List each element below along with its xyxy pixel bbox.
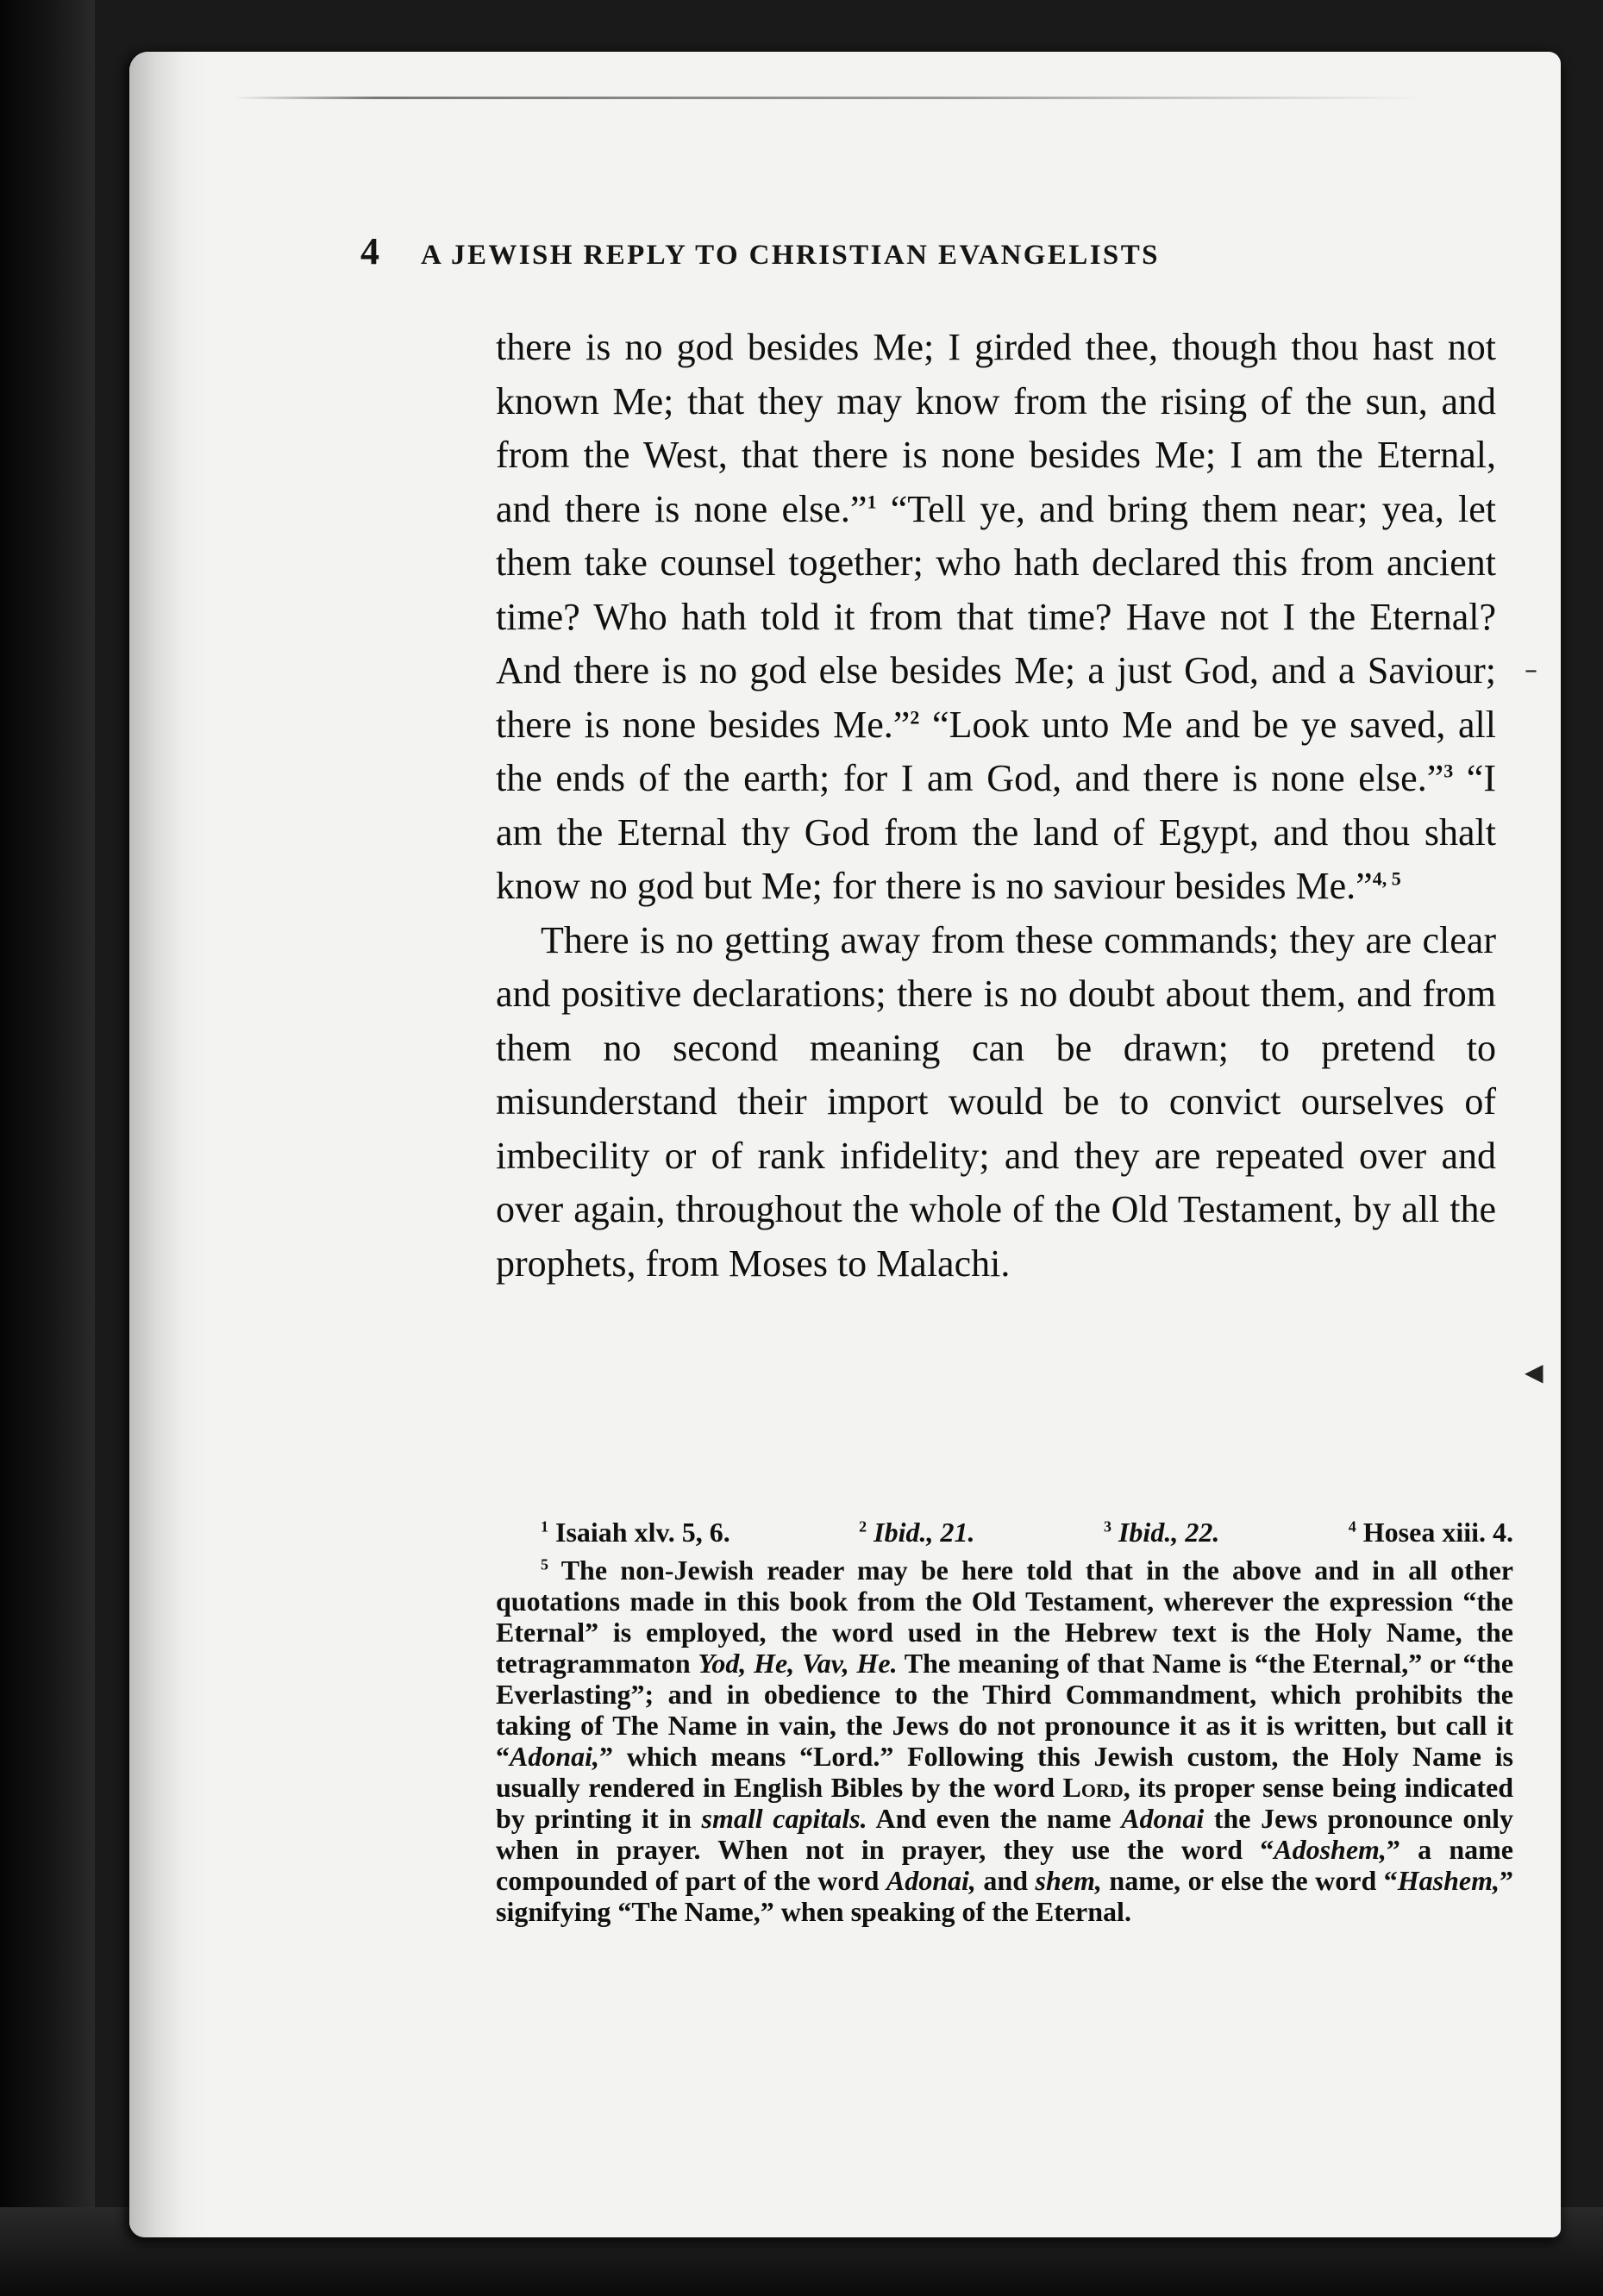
footnote-mark: 5 [541, 1555, 548, 1573]
tetragrammaton-letters: Yod, He, Vav, He. [698, 1648, 898, 1679]
phrase-small-capitals: small capitals. [701, 1803, 867, 1834]
footnote-text: Ibid., 21. [874, 1517, 975, 1548]
footnote-text: ” a name compounded of part of the word [496, 1834, 1514, 1896]
footnote-text: and [975, 1865, 1036, 1896]
footnote-4 [1349, 1513, 1513, 1551]
short-footnotes-row [496, 1513, 1513, 1551]
footnote-mark: 3 [1103, 1517, 1111, 1536]
footnote-text: Hosea xiii. 4. [1362, 1517, 1513, 1548]
footnote-text: name, or else the word “ [1101, 1865, 1398, 1896]
footnote-ref-1: 1 [867, 490, 877, 512]
body-text [496, 321, 1496, 1291]
footnote-text: the Jews pronounce only when in prayer. When not in prayer, they use the word “ [496, 1803, 1514, 1865]
footnote-mark: 4 [1348, 1517, 1356, 1536]
footnote-text: The meaning of that Name is “the Eternal,” or “the Everlasting”; and in obedience to the Third Commandment, which prohibits the taking of The Name in vain, the Jews do not pronounce it as it is written, but call it “ [496, 1648, 1514, 1772]
footnote-text: The non-Jewish reader may be here told that in the above and in all other quotations made in this book from the Old Testament, wherever the expression “the Eternal” is employed, the word used in the Hebrew text is the Holy Name, the tetragrammaton [496, 1555, 1514, 1679]
word-adonai: Adonai, [510, 1741, 600, 1772]
paragraph-1 [496, 321, 1496, 914]
footnote-mark: 2 [859, 1517, 867, 1536]
footnote-text: And even the name [867, 1803, 1122, 1834]
running-head [360, 229, 1507, 281]
margin-dash-mark-icon: – [1525, 655, 1537, 685]
footnote-1 [541, 1513, 730, 1551]
footnote-text: Isaiah xlv. 5, 6. [555, 1517, 730, 1548]
word-adoshem: Adoshem, [1274, 1834, 1387, 1865]
footnote-2 [859, 1513, 974, 1551]
footnote-3 [1104, 1513, 1219, 1551]
page-number: 4 [360, 230, 379, 272]
running-head-title: A JEWISH REPLY TO CHRISTIAN EVANGELISTS [421, 240, 1160, 271]
footnote-ref-2: 2 [910, 705, 920, 728]
word-hashem: Hashem, [1397, 1865, 1500, 1896]
quote-isaiah-45-22: “Look unto Me and be ye saved, all the ends of the earth; for I am God, and there is none else.” [496, 703, 1496, 799]
footnote-5 [496, 1555, 1513, 1927]
footnote-text: Ibid., 22. [1118, 1517, 1220, 1548]
margin-arrow-mark-icon: ◀ [1525, 1358, 1544, 1386]
quote-isaiah-45-21: “Tell ye, and bring them near; yea, let them take counsel together; who hath declared this from ancient time? Who hath told it from that time? Have not I the Eternal? And there is no god else besides Me; a just God, and a Saviour; there is none besides Me.” [496, 487, 1496, 746]
footnote-text: ” signifying “The Name,” when speaking of the Eternal. [496, 1865, 1513, 1927]
scan-left-edge [0, 0, 95, 2296]
word-adonai: Adonai [1121, 1803, 1205, 1834]
word-lord-small-caps: Lord [1062, 1772, 1124, 1803]
footnote-ref-4-5: 4, 5 [1372, 867, 1401, 890]
footnote-ref-3: 3 [1443, 760, 1454, 782]
footnote-text: , its proper sense being indicated by printing it in [496, 1772, 1514, 1834]
footnote-text: ” which means “Lord.” Following this Jewish custom, the Holy Name is usually rendered in English Bibles by the word [496, 1741, 1513, 1803]
paragraph-2: There is no getting away from these commands; they are clear and positive declarations; there is no doubt about them, and from them no second meaning can be drawn; to pretend to misunderstand their import would be to convict ourselves of imbecility or of rank infidelity; and they are repeated over and over again, throughout the whole of the Old Testament, by all the prophets, from Moses to Malachi. [496, 918, 1496, 1285]
quote-hosea-13-4: “I am the Eternal thy God from the land of Egypt, and thou shalt know no god but Me; for there is no saviour besides Me.” [496, 757, 1496, 907]
footnote-mark: 1 [541, 1517, 548, 1536]
page-top-rule [233, 97, 1423, 99]
quote-isaiah-45-5-6: there is no god besides Me; I girded thee, though thou hast not known Me; that they may know from the rising of the sun, and from the West, that there is none besides Me; I am the Eternal, and there is none else.” [496, 326, 1496, 530]
footnotes [496, 1513, 1513, 1927]
word-adonai: Adonai, [886, 1865, 976, 1896]
word-shem: shem, [1035, 1865, 1102, 1896]
